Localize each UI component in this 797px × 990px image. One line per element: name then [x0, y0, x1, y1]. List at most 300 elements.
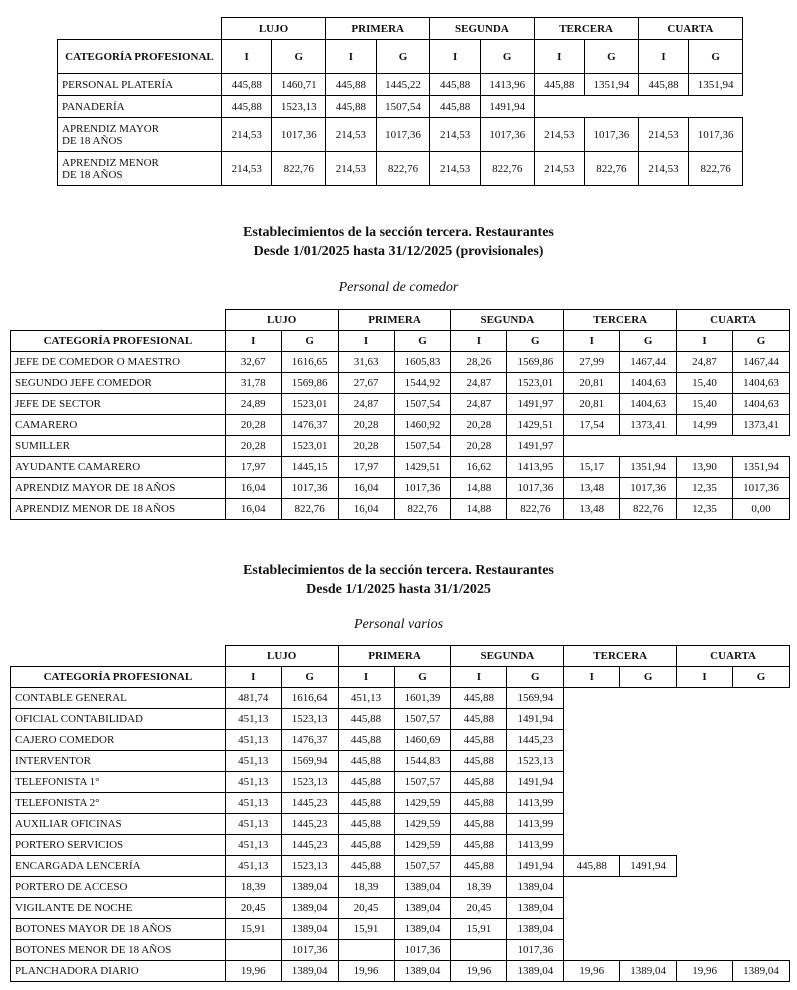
value-cell: 1523,13	[281, 709, 338, 730]
empty-cell	[677, 793, 733, 814]
category-cell: BOTONES MAYOR DE 18 AÑOS	[11, 919, 226, 940]
table-body	[11, 688, 790, 982]
value-cell: 1404,63	[733, 394, 790, 415]
value-cell: 1467,44	[733, 352, 790, 373]
value-cell: 214,53	[638, 152, 689, 186]
value-cell: 1389,04	[507, 919, 564, 940]
value-cell: 18,39	[338, 877, 394, 898]
empty-cell	[620, 793, 677, 814]
value-cell: 445,88	[338, 709, 394, 730]
col-i: I	[677, 331, 733, 352]
category-cell: AYUDANTE CAMARERO	[11, 457, 226, 478]
table-row	[11, 940, 790, 961]
col-i: I	[638, 40, 689, 74]
category-cell: CONTABLE GENERAL	[11, 688, 226, 709]
empty-cell	[564, 688, 620, 709]
value-cell: 445,88	[451, 751, 507, 772]
value-cell: 1569,86	[281, 373, 338, 394]
table-row	[11, 898, 790, 919]
empty-cell	[733, 688, 790, 709]
value-cell: 15,91	[451, 919, 507, 940]
empty-cell	[733, 898, 790, 919]
value-cell: 1404,63	[620, 394, 677, 415]
value-cell: 214,53	[430, 118, 481, 152]
value-cell: 1445,23	[281, 814, 338, 835]
value-cell: 1601,39	[394, 688, 451, 709]
empty-cell	[677, 856, 733, 877]
category-cell: PLANCHADORA DIARIO	[11, 961, 226, 982]
value-cell: 451,13	[225, 835, 281, 856]
empty-cell	[677, 688, 733, 709]
col-g: G	[281, 331, 338, 352]
value-cell: 1569,86	[507, 352, 564, 373]
value-cell: 1389,04	[281, 898, 338, 919]
col-i: I	[430, 40, 481, 74]
value-cell: 19,96	[564, 961, 620, 982]
section-title-line: Establecimientos de la sección tercera. Restaurantes	[243, 225, 554, 240]
value-cell: 445,88	[451, 709, 507, 730]
value-cell: 1017,36	[689, 118, 743, 152]
value-cell: 1017,36	[585, 118, 639, 152]
empty-cell	[564, 436, 620, 457]
group-header: LUJO	[225, 646, 338, 667]
value-cell: 24,89	[225, 394, 281, 415]
empty-cell	[677, 730, 733, 751]
empty-cell	[689, 96, 743, 118]
value-cell: 445,88	[451, 772, 507, 793]
value-cell: 445,88	[338, 730, 394, 751]
value-cell: 1460,71	[272, 74, 326, 96]
value-cell: 1491,97	[507, 436, 564, 457]
empty-cell	[733, 730, 790, 751]
col-g: G	[394, 667, 451, 688]
table-row	[11, 352, 790, 373]
value-cell: 1017,36	[733, 478, 790, 499]
value-cell: 19,96	[338, 961, 394, 982]
value-cell: 445,88	[338, 856, 394, 877]
empty-cell	[677, 751, 733, 772]
category-cell: PERSONAL PLATERÍA	[58, 74, 222, 96]
empty-cell	[564, 793, 620, 814]
value-cell: 16,04	[225, 499, 281, 520]
value-cell: 445,88	[564, 856, 620, 877]
value-cell: 14,88	[451, 499, 507, 520]
category-cell: PORTERO SERVICIOS	[11, 835, 226, 856]
value-cell: 1523,01	[281, 436, 338, 457]
table-row	[11, 961, 790, 982]
value-cell: 1017,36	[507, 478, 564, 499]
value-cell: 1491,97	[507, 394, 564, 415]
group-header: PRIMERA	[338, 310, 451, 331]
value-cell: 822,76	[281, 499, 338, 520]
group-header: TERCERA	[564, 310, 677, 331]
empty-cell	[620, 814, 677, 835]
col-i: I	[451, 667, 507, 688]
category-cell: JEFE DE SECTOR	[11, 394, 226, 415]
empty-cell	[564, 814, 620, 835]
value-cell: 1351,94	[585, 74, 639, 96]
col-g: G	[733, 331, 790, 352]
col-g: G	[376, 40, 430, 74]
value-cell: 24,87	[677, 352, 733, 373]
value-cell: 445,88	[451, 814, 507, 835]
value-cell: 451,13	[225, 814, 281, 835]
value-cell: 1017,36	[620, 478, 677, 499]
empty-cell	[620, 919, 677, 940]
col-i: I	[221, 40, 272, 74]
table-row	[11, 919, 790, 940]
category-line: DE 18 AÑOS	[62, 168, 123, 181]
value-cell: 451,13	[225, 730, 281, 751]
value-cell: 1523,13	[272, 96, 326, 118]
value-cell: 24,87	[451, 394, 507, 415]
table-row	[11, 478, 790, 499]
col-g: G	[272, 40, 326, 74]
value-cell: 1523,01	[507, 373, 564, 394]
empty-cell	[677, 919, 733, 940]
empty-cell	[620, 436, 677, 457]
table-row	[11, 814, 790, 835]
table-row	[11, 835, 790, 856]
value-cell: 214,53	[534, 152, 585, 186]
value-cell: 445,88	[338, 751, 394, 772]
value-cell: 1467,44	[620, 352, 677, 373]
value-cell: 214,53	[221, 152, 272, 186]
empty-cell	[620, 751, 677, 772]
group-header: PRIMERA	[326, 18, 430, 40]
value-cell: 12,35	[677, 499, 733, 520]
value-cell: 1404,63	[733, 373, 790, 394]
value-cell: 1373,41	[733, 415, 790, 436]
empty-cell	[620, 940, 677, 961]
value-cell: 13,48	[564, 499, 620, 520]
value-cell: 1507,57	[394, 772, 451, 793]
empty-cell	[620, 898, 677, 919]
empty-cell	[677, 877, 733, 898]
value-cell: 445,88	[338, 835, 394, 856]
col-g: G	[281, 667, 338, 688]
empty-cell	[733, 772, 790, 793]
table-row	[11, 751, 790, 772]
value-cell: 1351,94	[733, 457, 790, 478]
value-cell: 1017,36	[281, 478, 338, 499]
value-cell: 1389,04	[620, 961, 677, 982]
empty-cell	[677, 898, 733, 919]
value-cell: 28,26	[451, 352, 507, 373]
empty-cell	[677, 835, 733, 856]
value-cell: 1404,63	[620, 373, 677, 394]
empty-cell	[733, 709, 790, 730]
table-row	[11, 457, 790, 478]
category-cell: SEGUNDO JEFE COMEDOR	[11, 373, 226, 394]
table-row	[11, 793, 790, 814]
value-cell: 445,88	[430, 96, 481, 118]
col-g: G	[733, 667, 790, 688]
value-cell: 20,45	[338, 898, 394, 919]
empty-cell	[677, 940, 733, 961]
value-cell: 1616,65	[281, 352, 338, 373]
value-cell: 1017,36	[394, 940, 451, 961]
value-cell: 1491,94	[507, 709, 564, 730]
value-cell: 16,04	[338, 478, 394, 499]
group-header: CUARTA	[638, 18, 742, 40]
group-header-row	[11, 646, 790, 667]
value-cell: 1491,94	[507, 856, 564, 877]
value-cell: 17,97	[225, 457, 281, 478]
value-cell: 1017,36	[272, 118, 326, 152]
value-cell: 24,87	[451, 373, 507, 394]
value-cell: 445,88	[221, 96, 272, 118]
category-cell: APRENDIZ MAYOR DE 18 AÑOS	[11, 478, 226, 499]
value-cell: 1569,94	[507, 688, 564, 709]
value-cell: 1429,59	[394, 835, 451, 856]
category-header: CATEGORÍA PROFESIONAL	[11, 667, 226, 688]
col-g: G	[689, 40, 743, 74]
value-cell: 15,91	[225, 919, 281, 940]
empty-cell	[733, 940, 790, 961]
col-i: I	[677, 667, 733, 688]
group-header: PRIMERA	[338, 646, 451, 667]
value-cell: 1389,04	[733, 961, 790, 982]
value-cell: 451,13	[225, 793, 281, 814]
section-title-line: Establecimientos de la sección tercera. Restaurantes	[243, 563, 554, 578]
value-cell: 214,53	[326, 118, 377, 152]
table-row	[11, 394, 790, 415]
value-cell: 1445,22	[376, 74, 430, 96]
category-cell: BOTONES MENOR DE 18 AÑOS	[11, 940, 226, 961]
value-cell: 451,13	[225, 751, 281, 772]
value-cell: 1544,83	[394, 751, 451, 772]
empty-cell	[564, 898, 620, 919]
value-cell: 445,88	[326, 96, 377, 118]
empty-cell	[733, 919, 790, 940]
value-cell: 1507,57	[394, 709, 451, 730]
column-header-row	[11, 667, 790, 688]
value-cell: 822,76	[507, 499, 564, 520]
value-cell: 15,40	[677, 394, 733, 415]
col-i: I	[564, 331, 620, 352]
value-cell	[451, 940, 507, 961]
group-header-row	[58, 18, 743, 40]
category-cell: APRENDIZ MENOR DE 18 AÑOS	[11, 499, 226, 520]
table-row	[11, 436, 790, 457]
value-cell: 20,28	[338, 415, 394, 436]
value-cell: 445,88	[338, 772, 394, 793]
category-cell: INTERVENTOR	[11, 751, 226, 772]
value-cell: 15,17	[564, 457, 620, 478]
category-line: DE 18 AÑOS	[62, 134, 123, 147]
value-cell: 19,96	[451, 961, 507, 982]
category-header: CATEGORÍA PROFESIONAL	[58, 40, 222, 74]
table-row	[11, 415, 790, 436]
table-row	[11, 877, 790, 898]
value-cell: 1389,04	[281, 919, 338, 940]
value-cell: 1389,04	[394, 898, 451, 919]
value-cell	[338, 940, 394, 961]
value-cell	[225, 940, 281, 961]
value-cell: 1429,59	[394, 793, 451, 814]
category-cell: PANADERÍA	[58, 96, 222, 118]
table-body	[11, 352, 790, 520]
value-cell: 1491,94	[507, 772, 564, 793]
empty-cell	[620, 835, 677, 856]
value-cell: 27,99	[564, 352, 620, 373]
value-cell: 822,76	[620, 499, 677, 520]
value-cell: 1460,69	[394, 730, 451, 751]
value-cell: 1389,04	[281, 961, 338, 982]
value-cell: 20,28	[338, 436, 394, 457]
value-cell: 15,40	[677, 373, 733, 394]
value-cell: 12,35	[677, 478, 733, 499]
table-row	[11, 688, 790, 709]
group-header: LUJO	[221, 18, 325, 40]
value-cell: 1389,04	[507, 877, 564, 898]
value-cell: 20,28	[451, 415, 507, 436]
value-cell: 1523,13	[507, 751, 564, 772]
value-cell: 1389,04	[281, 877, 338, 898]
value-cell: 20,28	[451, 436, 507, 457]
value-cell: 1507,57	[394, 856, 451, 877]
category-cell: OFICIAL CONTABILIDAD	[11, 709, 226, 730]
value-cell: 214,53	[430, 152, 481, 186]
value-cell: 445,88	[338, 814, 394, 835]
empty-cell	[564, 730, 620, 751]
value-cell: 27,67	[338, 373, 394, 394]
value-cell: 822,76	[272, 152, 326, 186]
value-cell: 1389,04	[507, 898, 564, 919]
empty-cell	[564, 709, 620, 730]
value-cell: 1491,94	[620, 856, 677, 877]
empty-cell	[733, 877, 790, 898]
value-cell: 20,45	[225, 898, 281, 919]
value-cell: 822,76	[585, 152, 639, 186]
group-header: TERCERA	[534, 18, 638, 40]
empty-cell	[733, 751, 790, 772]
value-cell: 445,88	[221, 74, 272, 96]
value-cell: 451,13	[225, 856, 281, 877]
category-cell: TELEFONISTA 1°	[11, 772, 226, 793]
empty-cell	[733, 436, 790, 457]
value-cell: 1389,04	[507, 961, 564, 982]
empty-cell	[620, 709, 677, 730]
group-header: SEGUNDA	[451, 310, 564, 331]
empty-cell	[585, 96, 639, 118]
value-cell: 1017,36	[394, 478, 451, 499]
table-row	[11, 373, 790, 394]
value-cell: 214,53	[221, 118, 272, 152]
value-cell: 1389,04	[394, 919, 451, 940]
empty-cell	[564, 919, 620, 940]
value-cell: 1476,37	[281, 415, 338, 436]
group-header: SEGUNDA	[451, 646, 564, 667]
value-cell: 445,88	[534, 74, 585, 96]
value-cell: 1413,99	[507, 793, 564, 814]
value-cell: 445,88	[451, 793, 507, 814]
empty-cell	[677, 436, 733, 457]
value-cell: 1445,15	[281, 457, 338, 478]
value-cell: 0,00	[733, 499, 790, 520]
empty-cell	[677, 772, 733, 793]
category-cell: AUXILIAR OFICINAS	[11, 814, 226, 835]
column-header-row	[11, 331, 790, 352]
value-cell: 31,78	[225, 373, 281, 394]
table-row	[58, 74, 743, 96]
category-cell: TELEFONISTA 2°	[11, 793, 226, 814]
salary-table-platería	[57, 17, 743, 186]
value-cell: 445,88	[326, 74, 377, 96]
empty-cell	[733, 835, 790, 856]
category-cell: JEFE DE COMEDOR O MAESTRO	[11, 352, 226, 373]
value-cell: 1413,99	[507, 814, 564, 835]
category-cell	[58, 118, 222, 152]
value-cell: 1017,36	[507, 940, 564, 961]
value-cell: 214,53	[534, 118, 585, 152]
col-i: I	[338, 667, 394, 688]
value-cell: 1389,04	[394, 877, 451, 898]
group-header-row	[11, 310, 790, 331]
section-title	[0, 223, 797, 261]
value-cell: 1460,92	[394, 415, 451, 436]
empty-cell	[620, 772, 677, 793]
value-cell: 17,54	[564, 415, 620, 436]
col-g: G	[507, 331, 564, 352]
empty-cell	[564, 835, 620, 856]
col-i: I	[326, 40, 377, 74]
value-cell: 214,53	[638, 118, 689, 152]
value-cell: 1351,94	[620, 457, 677, 478]
value-cell: 13,90	[677, 457, 733, 478]
category-line: APRENDIZ MENOR	[62, 156, 159, 169]
category-cell: SUMILLER	[11, 436, 226, 457]
table-row	[11, 856, 790, 877]
empty-cell	[733, 856, 790, 877]
value-cell: 445,88	[451, 856, 507, 877]
value-cell: 16,04	[225, 478, 281, 499]
value-cell: 1476,37	[281, 730, 338, 751]
value-cell: 16,62	[451, 457, 507, 478]
value-cell: 1507,54	[376, 96, 430, 118]
salary-table-varios	[10, 645, 790, 982]
value-cell: 1429,59	[394, 814, 451, 835]
value-cell: 451,13	[225, 709, 281, 730]
category-header: CATEGORÍA PROFESIONAL	[11, 331, 226, 352]
value-cell: 13,48	[564, 478, 620, 499]
col-g: G	[620, 331, 677, 352]
value-cell: 1351,94	[689, 74, 743, 96]
col-i: I	[225, 331, 281, 352]
empty-cell	[733, 814, 790, 835]
group-header: LUJO	[225, 310, 338, 331]
value-cell: 822,76	[480, 152, 534, 186]
col-i: I	[534, 40, 585, 74]
category-cell: ENCARGADA LENCERÍA	[11, 856, 226, 877]
col-g: G	[620, 667, 677, 688]
value-cell: 24,87	[338, 394, 394, 415]
empty-cell	[620, 730, 677, 751]
section-date-range: Desde 1/1/2025 hasta 31/1/2025	[306, 582, 491, 597]
value-cell: 20,28	[225, 415, 281, 436]
value-cell: 1569,94	[281, 751, 338, 772]
value-cell: 18,39	[225, 877, 281, 898]
value-cell: 445,88	[451, 688, 507, 709]
value-cell: 31,63	[338, 352, 394, 373]
value-cell: 1491,94	[480, 96, 534, 118]
category-cell	[58, 152, 222, 186]
group-header: CUARTA	[677, 646, 790, 667]
col-i: I	[564, 667, 620, 688]
value-cell: 1017,36	[376, 118, 430, 152]
value-cell: 445,88	[338, 793, 394, 814]
